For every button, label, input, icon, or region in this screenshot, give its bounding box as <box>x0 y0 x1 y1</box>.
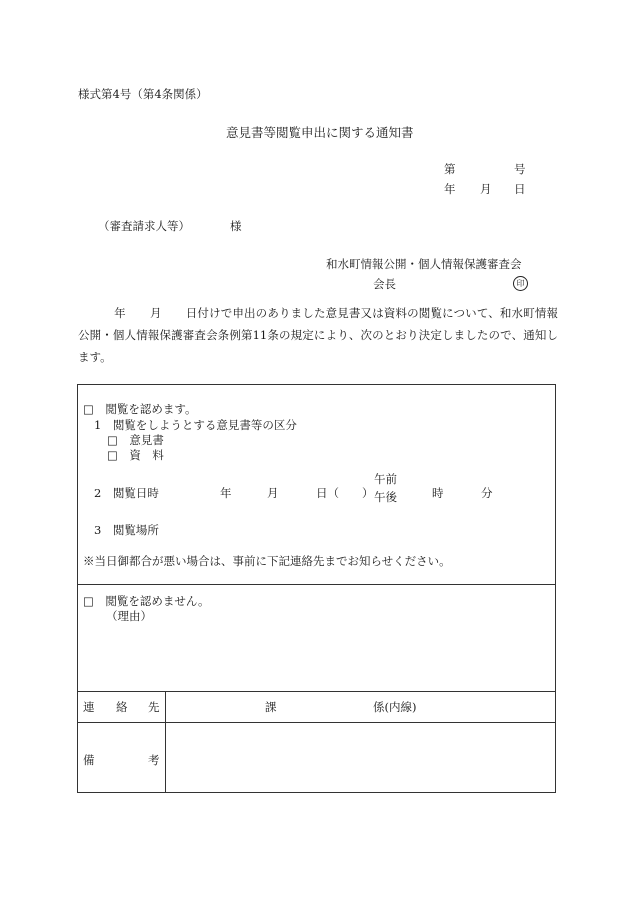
view-hour: 時 <box>432 486 444 500</box>
approve-checkbox-label[interactable]: □ 閲覧を認めます。 <box>83 402 197 416</box>
remarks-label-2: 考 <box>148 753 160 767</box>
addressee-sama: 様 <box>230 219 242 233</box>
contact-section-ext: 係(内線) <box>373 700 417 714</box>
body-year: 年 <box>114 306 126 320</box>
view-month: 月 <box>267 486 279 500</box>
decision-table <box>77 384 556 793</box>
divider <box>78 722 555 723</box>
doc-no-dai: 第 <box>444 162 456 176</box>
view-minute: 分 <box>481 486 493 500</box>
divider <box>78 691 555 692</box>
issuer-org: 和水町情報公開・個人情報保護審査会 <box>326 257 522 271</box>
contact-department: 課 <box>265 700 277 714</box>
item1-label: 1 閲覧をしようとする意見書等の区分 <box>94 418 297 432</box>
form-number: 様式第4号（第4条関係） <box>78 87 208 101</box>
doc-no-go: 号 <box>514 162 526 176</box>
column-divider <box>165 691 166 793</box>
contact-label-1: 連 <box>83 700 95 714</box>
item3-label: 3 閲覧場所 <box>94 523 159 537</box>
seal-mark: 印 <box>513 276 528 291</box>
deny-checkbox-label[interactable]: □ 閲覧を認めません。 <box>83 594 210 608</box>
view-day: 日（ ） <box>316 486 374 500</box>
view-pm: 午後 <box>374 490 397 504</box>
issuer-role: 会長 <box>373 277 396 291</box>
option-opinion[interactable]: □ 意見書 <box>107 433 164 447</box>
body-text: 日付けで申出のありました意見書又は資料の閲覧について、和水町情報公開・個人情報保護審査会条例第11条の規定により、次のとおり決定しましたので、通知します。 <box>78 306 559 364</box>
contact-label-3: 先 <box>148 700 160 714</box>
addressee-name: （審査請求人等） <box>98 219 190 233</box>
contact-note: ※当日御都合が悪い場合は、事前に下記連絡先までお知らせください。 <box>83 554 451 568</box>
contact-label-2: 絡 <box>116 700 128 714</box>
item2-label: 2 閲覧日時 <box>94 486 159 500</box>
remarks-label-1: 備 <box>83 753 95 767</box>
divider <box>78 584 555 585</box>
option-materials[interactable]: □ 資 料 <box>107 448 164 462</box>
seal-icon <box>513 275 528 291</box>
date-year: 年 <box>444 182 456 196</box>
body-month: 月 <box>149 306 162 320</box>
document-title: 意見書等閲覧申出に関する通知書 <box>226 125 414 140</box>
date-month: 月 <box>480 182 492 196</box>
view-year: 年 <box>220 486 232 500</box>
date-day: 日 <box>514 182 526 196</box>
view-am: 午前 <box>374 472 397 486</box>
body-paragraph <box>78 302 558 368</box>
deny-reason-label: （理由） <box>106 609 152 623</box>
